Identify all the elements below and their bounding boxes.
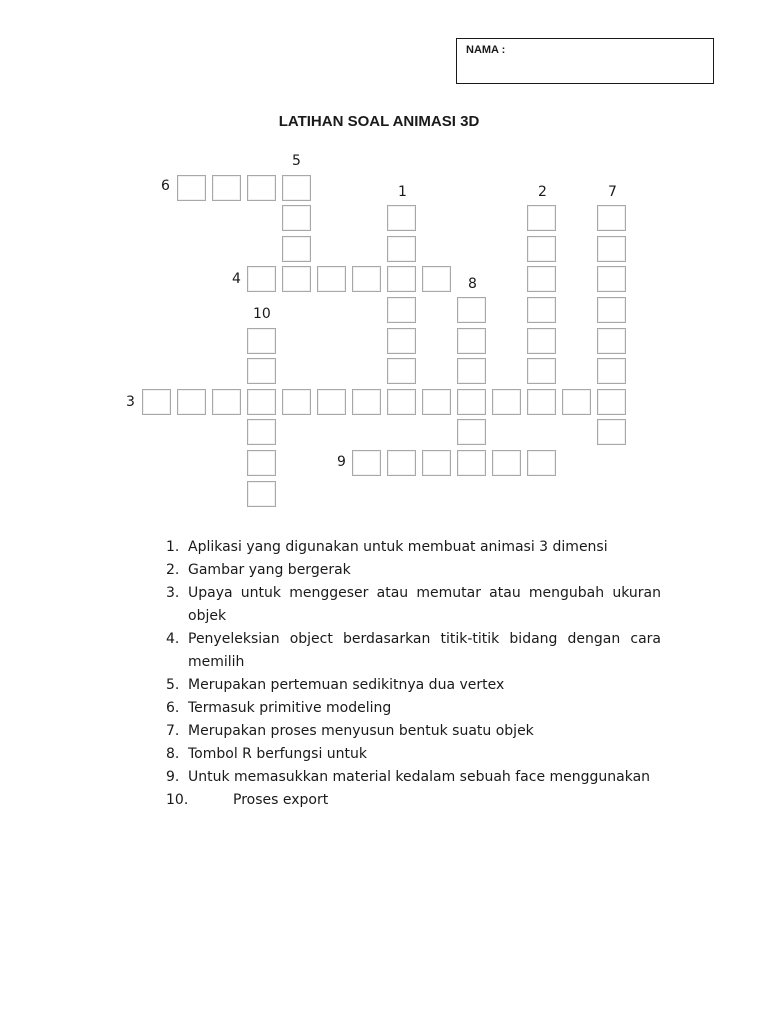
clue-text: Merupakan proses menyusun bentuk suatu objek [188, 723, 534, 739]
clue-text: Merupakan pertemuan sedikitnya dua vertex [188, 677, 505, 693]
crossword-cell[interactable] [247, 328, 276, 354]
crossword-cell[interactable] [422, 266, 451, 292]
clue-text: Tombol R berfungsi untuk [188, 746, 368, 762]
clue-item [166, 697, 661, 720]
clue-number-8: 8 [468, 276, 477, 292]
crossword-cell[interactable] [597, 297, 626, 323]
clue-list [166, 536, 661, 812]
crossword-cell[interactable] [457, 358, 486, 384]
crossword-cell[interactable] [387, 358, 416, 384]
crossword-cell[interactable] [597, 389, 626, 415]
crossword-cell[interactable] [317, 389, 346, 415]
clue-item [166, 789, 661, 812]
crossword-cell[interactable] [597, 205, 626, 231]
clue-item [166, 720, 661, 743]
crossword-cell[interactable] [527, 236, 556, 262]
crossword-cell[interactable] [527, 450, 556, 476]
clue-number-10: 10 [253, 306, 271, 322]
crossword-cell[interactable] [142, 389, 171, 415]
crossword-cell[interactable] [457, 419, 486, 445]
clue-number-2: 2 [538, 184, 547, 200]
crossword-cell[interactable] [352, 389, 381, 415]
crossword-cell[interactable] [387, 236, 416, 262]
page-title: LATIHAN SOAL ANIMASI 3D [278, 113, 480, 130]
clue-number: 9. [166, 769, 180, 785]
crossword-cell[interactable] [457, 450, 486, 476]
name-label: NAMA : [466, 44, 506, 56]
crossword-cell[interactable] [492, 450, 521, 476]
clue-number-4: 4 [232, 271, 241, 287]
clue-text: Gambar yang bergerak [188, 562, 351, 578]
clue-number-9: 9 [337, 454, 346, 470]
crossword-cell[interactable] [422, 450, 451, 476]
crossword-cell[interactable] [282, 175, 311, 201]
clue-item [166, 766, 661, 789]
crossword-cell[interactable] [247, 450, 276, 476]
clue-number-3: 3 [126, 394, 135, 410]
clue-number: 5. [166, 677, 180, 693]
crossword-cell[interactable] [457, 389, 486, 415]
crossword-cell[interactable] [212, 175, 241, 201]
clue-text: Termasuk primitive modeling [188, 700, 392, 716]
clue-number-5: 5 [292, 153, 301, 169]
crossword-cell[interactable] [597, 358, 626, 384]
clue-number-6: 6 [161, 178, 170, 194]
crossword-cell[interactable] [597, 266, 626, 292]
crossword-cell[interactable] [527, 297, 556, 323]
crossword-cell[interactable] [527, 389, 556, 415]
clue-text: Aplikasi yang digunakan untuk membuat animasi 3 dimensi [188, 539, 608, 555]
clue-text: Untuk memasukkan material kedalam sebuah face menggunakan [188, 769, 651, 785]
clue-item [166, 674, 661, 697]
crossword-cell[interactable] [317, 266, 346, 292]
crossword-cell[interactable] [422, 389, 451, 415]
clue-number: 4. [166, 631, 180, 647]
crossword-cell[interactable] [352, 266, 381, 292]
crossword-cell[interactable] [282, 205, 311, 231]
clue-number-7: 7 [608, 184, 617, 200]
clue-number-1: 1 [398, 184, 407, 200]
crossword-cell[interactable] [387, 450, 416, 476]
crossword-cell[interactable] [247, 419, 276, 445]
clue-item [166, 743, 661, 766]
crossword-cell[interactable] [282, 236, 311, 262]
crossword-cell[interactable] [527, 328, 556, 354]
clue-number: 10. [166, 792, 189, 808]
crossword-cell[interactable] [247, 175, 276, 201]
crossword-cell[interactable] [597, 328, 626, 354]
crossword-cell[interactable] [387, 389, 416, 415]
clue-number: 1. [166, 539, 180, 555]
crossword-cell[interactable] [562, 389, 591, 415]
crossword-cell[interactable] [247, 389, 276, 415]
crossword-cell[interactable] [492, 389, 521, 415]
clue-number: 3. [166, 585, 180, 601]
clue-item [166, 536, 661, 559]
clue-number: 8. [166, 746, 180, 762]
crossword-cell[interactable] [177, 389, 206, 415]
clue-number: 7. [166, 723, 180, 739]
clue-text: Penyeleksian object berdasarkan titik-titik bidang dengan cara memilih [188, 631, 661, 670]
crossword-cell[interactable] [387, 297, 416, 323]
crossword-cell[interactable] [457, 328, 486, 354]
crossword-cell[interactable] [527, 358, 556, 384]
crossword-cell[interactable] [527, 266, 556, 292]
clue-item [166, 582, 661, 628]
crossword-cell[interactable] [212, 389, 241, 415]
crossword-cell[interactable] [597, 419, 626, 445]
crossword-cell[interactable] [387, 266, 416, 292]
crossword-cell[interactable] [457, 297, 486, 323]
crossword-cell[interactable] [247, 266, 276, 292]
crossword-cell[interactable] [247, 358, 276, 384]
crossword-cell[interactable] [177, 175, 206, 201]
crossword-cell[interactable] [387, 205, 416, 231]
clue-item [166, 628, 661, 674]
clue-number: 2. [166, 562, 180, 578]
clue-text: Upaya untuk menggeser atau memutar atau mengubah ukuran objek [188, 585, 661, 624]
crossword-cell[interactable] [387, 328, 416, 354]
crossword-cell[interactable] [282, 266, 311, 292]
crossword-cell[interactable] [247, 481, 276, 507]
clue-item [166, 559, 661, 582]
crossword-cell[interactable] [597, 236, 626, 262]
crossword-cell[interactable] [352, 450, 381, 476]
clue-number: 6. [166, 700, 180, 716]
crossword-cell[interactable] [527, 205, 556, 231]
clue-text: Proses export [233, 792, 329, 808]
crossword-cell[interactable] [282, 389, 311, 415]
